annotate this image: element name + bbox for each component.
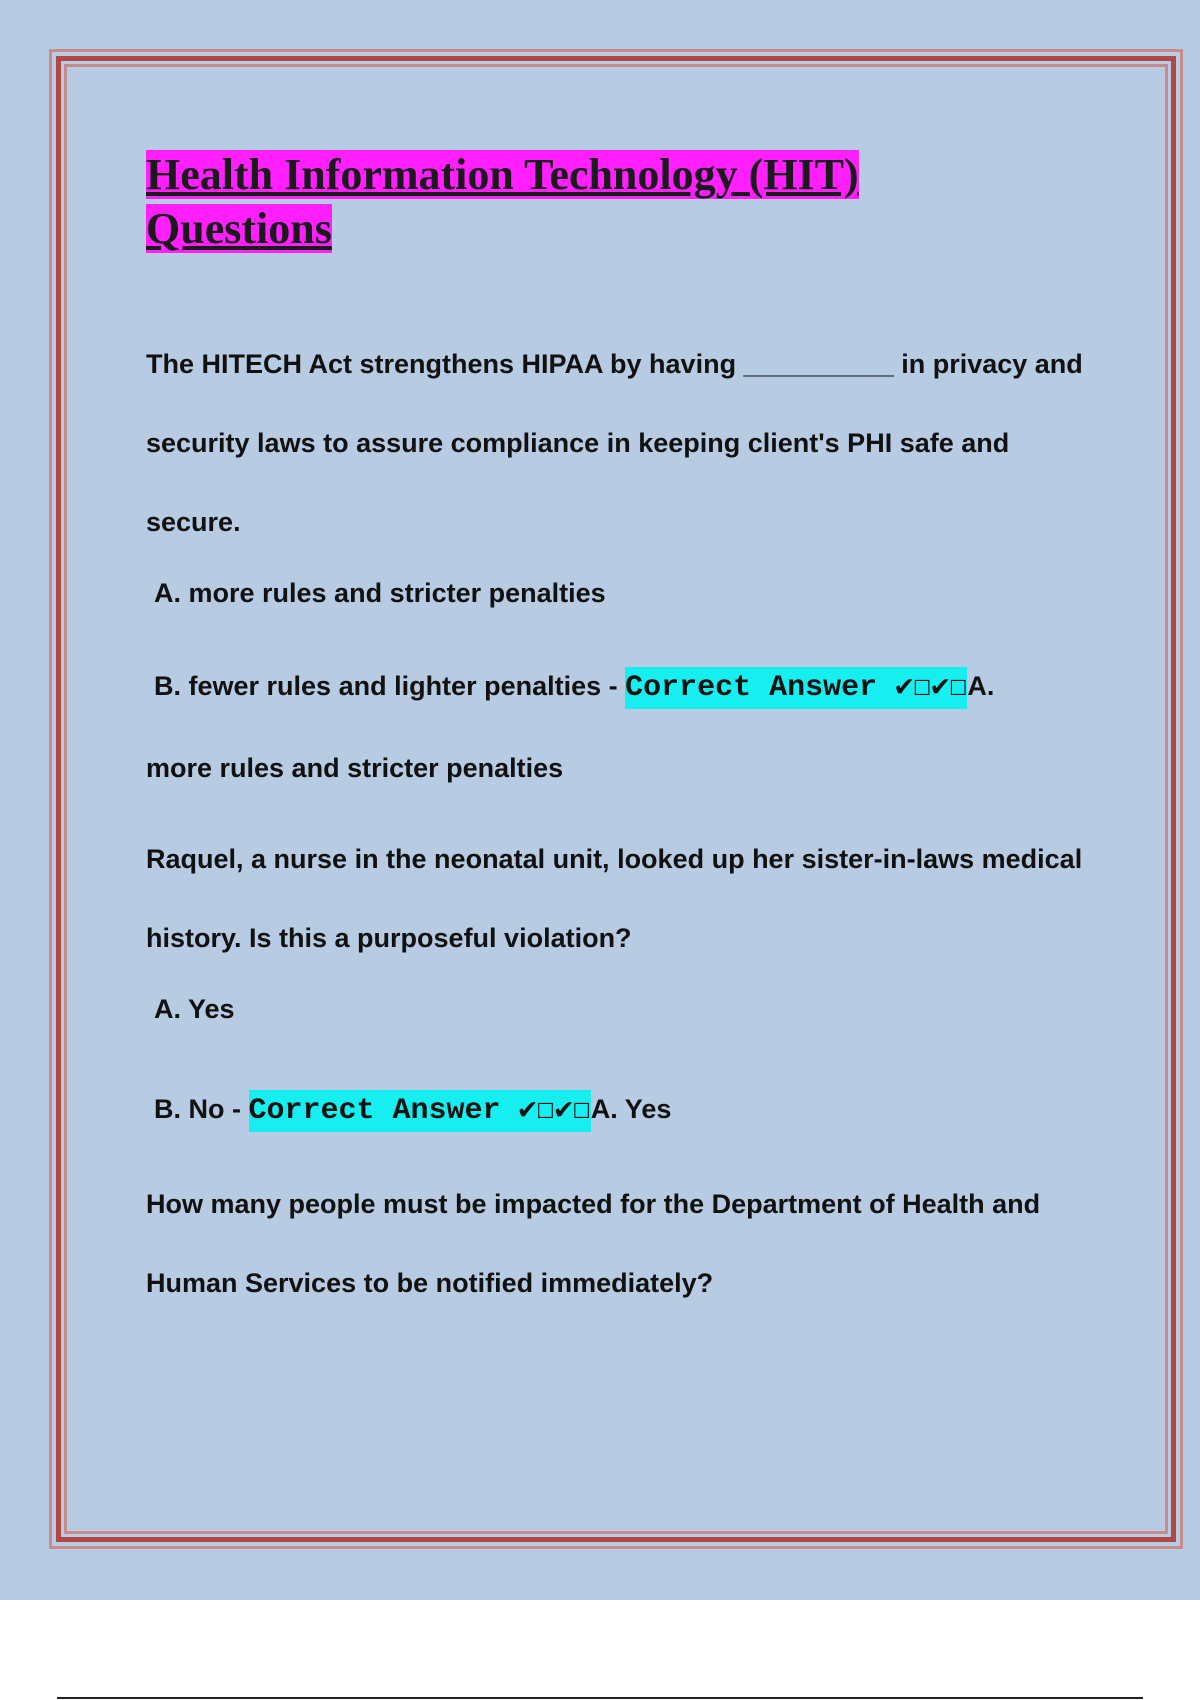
question-1-option-b: B. fewer rules and lighter penalties - Correct Answer ✔☐✔☐A. <box>146 666 1106 708</box>
question-1-text: The HITECH Act strengthens HIPAA by having __________ in privacy and security laws to assure compliance in keeping client's PHI safe and secure. <box>146 349 1083 537</box>
question-2-option-b: B. No - Correct Answer ✔☐✔☐A. Yes <box>146 1089 1106 1131</box>
question-1-option-a: A. more rules and stricter penalties <box>154 578 606 608</box>
question-3-text: How many people must be impacted for the Department of Health and Human Services to be notified immediately? <box>146 1189 1041 1298</box>
correct-answer-tag: Correct Answer ✔☐✔☐ <box>249 1090 591 1132</box>
question-1-answer: more rules and stricter penalties <box>146 753 564 783</box>
footer-rule <box>57 1697 1143 1699</box>
question-2-option-a: A. Yes <box>154 994 235 1024</box>
question-2-text: Raquel, a nurse in the neonatal unit, looked up her sister-in-laws medical history. Is this a purposeful violation? <box>146 844 1083 953</box>
document-content <box>146 148 1106 1323</box>
correct-answer-tag: Correct Answer ✔☐✔☐ <box>625 667 967 709</box>
document-title: Health Information Technology (HIT) Questions <box>146 150 859 253</box>
